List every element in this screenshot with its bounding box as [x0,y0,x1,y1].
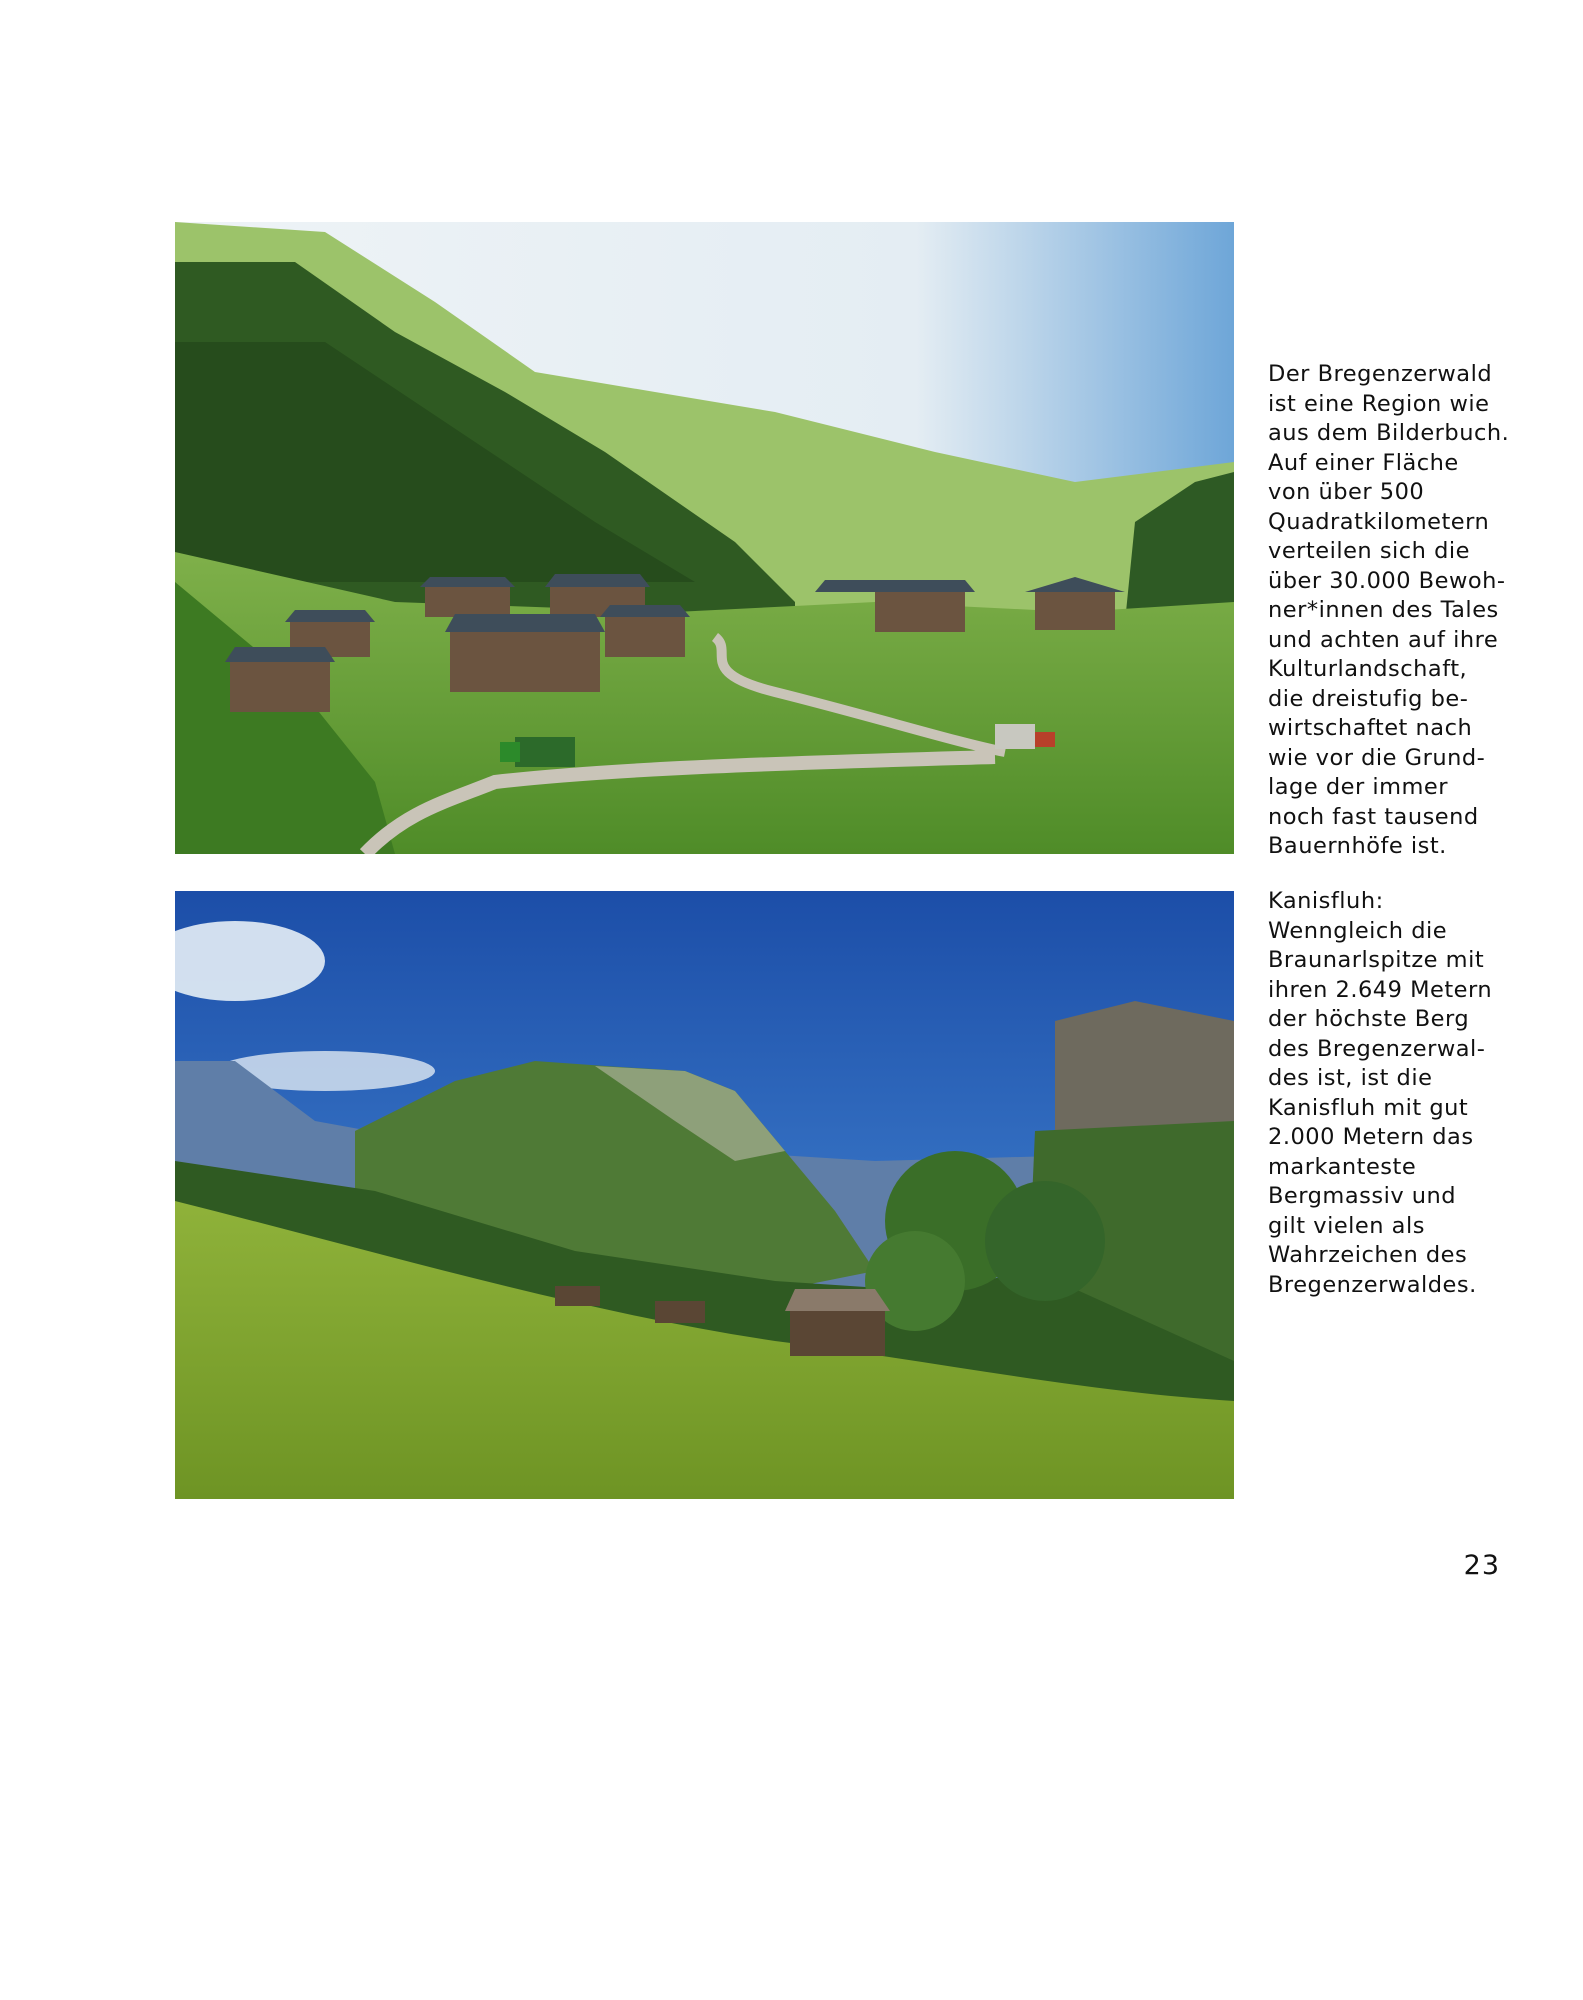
kanisfluh-photo [175,891,1234,1499]
kanisfluh-illustration [175,891,1234,1499]
valley-caption: Der Bregenzerwald ist eine Region wie aus dem Bilderbuch. Auf einer Fläche von über 500 Quadratkilometern verteilen sich die über 30.000 Bewoh- ner*innen des Tales und achten auf ihre Kulturlandschaft, die dreistufig be- wirtschaftet nach wie vor die Grund- lage der immer noch fast tausend Bauernhöfe ist. [1268,361,1510,859]
page-number: 23 [1463,1550,1500,1581]
kanisfluh-caption: Kanisfluh: Wenngleich die Braunarlspitze mit ihren 2.649 Metern der höchste Berg des Bregenzerwal- des ist, ist die Kanisfluh mit gut 2.000 Metern das markanteste Bergmassiv und gilt vielen als Wahrzeichen des Bregenzerwaldes. [1268,888,1493,1298]
alpine-valley-photo [175,222,1234,854]
alpine-valley-illustration [175,222,1234,854]
